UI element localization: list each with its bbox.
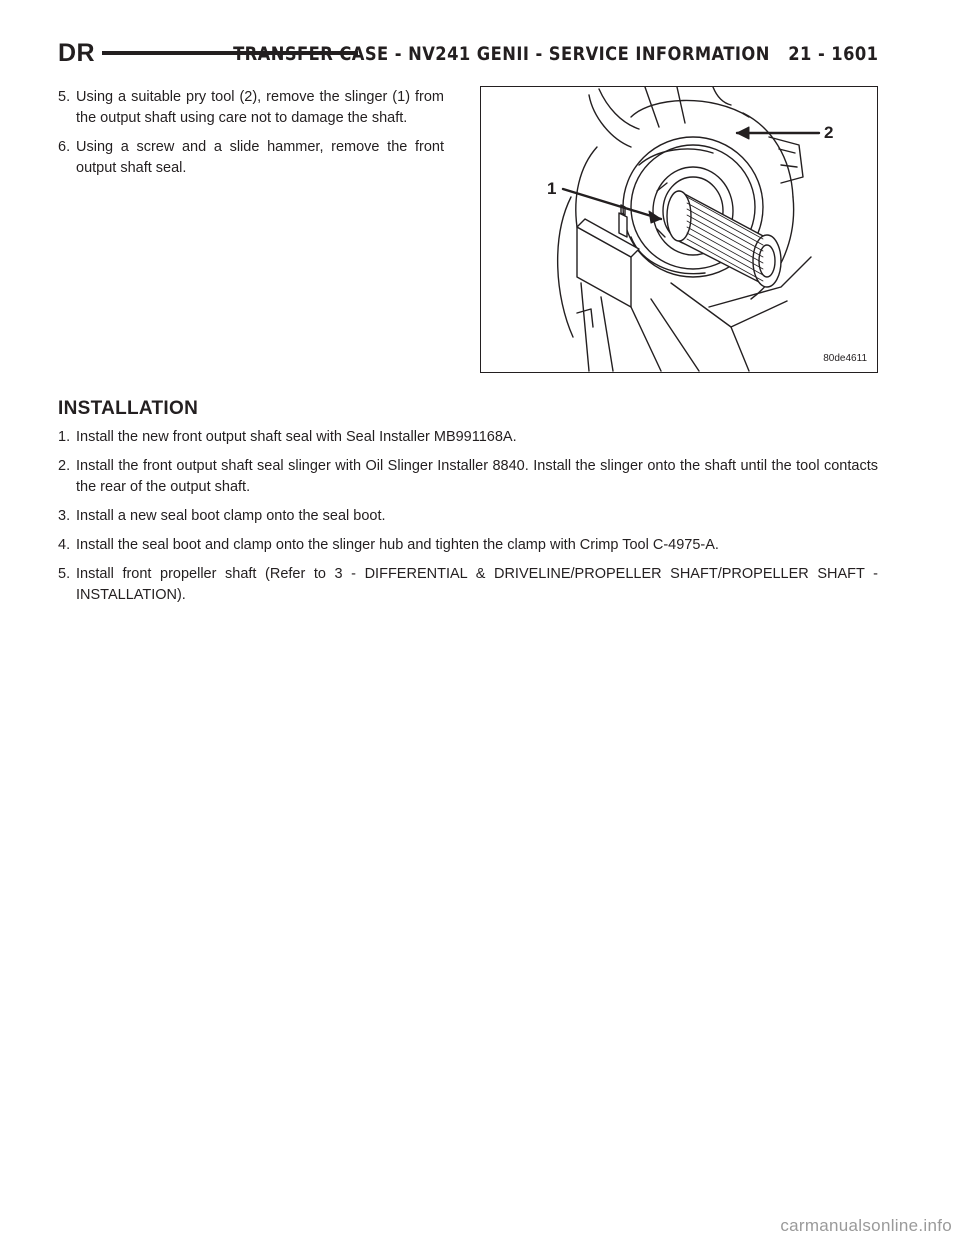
list-item xyxy=(58,506,878,527)
step-text: Using a screw and a slide hammer, remove the front output shaft seal. xyxy=(76,139,444,176)
step-text: Install the seal boot and clamp onto the slinger hub and tighten the clamp with Crimp Tool C-4975-A. xyxy=(76,537,719,553)
removal-steps-list xyxy=(58,87,444,187)
list-item xyxy=(58,137,444,179)
step-text: Install a new seal boot clamp onto the seal boot. xyxy=(76,508,386,524)
header-section-title xyxy=(233,42,878,66)
list-item xyxy=(58,427,878,448)
installation-steps-list xyxy=(58,427,878,614)
step-number: 5. xyxy=(58,566,71,582)
list-item xyxy=(58,87,444,129)
output-shaft-slinger-illustration xyxy=(481,87,877,372)
page-header xyxy=(58,40,878,66)
list-item xyxy=(58,564,878,606)
header-model-code: DR xyxy=(58,39,96,67)
step-number: 4. xyxy=(58,537,71,553)
callout-label-2: 2 xyxy=(824,123,834,142)
step-text: Install front propeller shaft (Refer to 3 - DIFFERENTIAL & DRIVELINE/PROPELLER SHAFT/PROPELLER SHAFT - INSTALLATION). xyxy=(76,566,878,603)
header-spacer xyxy=(769,43,787,65)
list-item xyxy=(58,456,878,498)
step-number: 3. xyxy=(58,508,71,524)
list-item xyxy=(58,535,878,556)
step-number: 1. xyxy=(58,429,71,445)
figure-id: 80de4611 xyxy=(823,353,867,364)
installation-heading: INSTALLATION xyxy=(58,398,199,419)
step-number: 2. xyxy=(58,458,71,474)
step-number: 5. xyxy=(58,89,71,105)
step-number: 6. xyxy=(58,139,71,155)
slinger-removal-figure xyxy=(480,86,878,373)
callout-label-1: 1 xyxy=(547,179,557,198)
header-page-number: 21 - 1601 xyxy=(787,43,878,65)
step-text: Using a suitable pry tool (2), remove the slinger (1) from the output shaft using care not to damage the shaft. xyxy=(76,89,444,126)
header-section-name: TRANSFER CASE - NV241 GENII - SERVICE INFORMATION xyxy=(232,43,770,65)
step-text: Install the new front output shaft seal with Seal Installer MB991168A. xyxy=(76,429,517,445)
step-text: Install the front output shaft seal slinger with Oil Slinger Installer 8840. Install the slinger onto the shaft until the tool contacts the rear of the output shaft. xyxy=(76,458,878,495)
watermark-link[interactable]: carmanualsonline.info xyxy=(780,1216,952,1235)
